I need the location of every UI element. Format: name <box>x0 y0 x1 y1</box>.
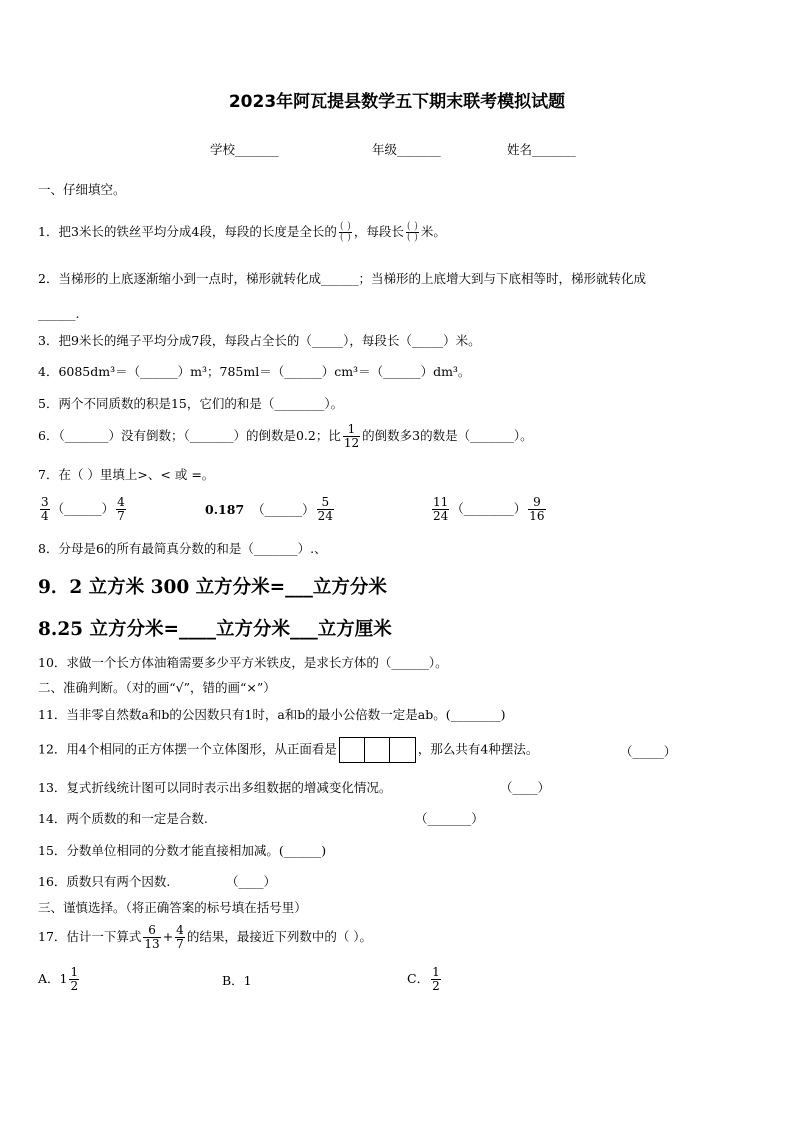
question-11: 11．当非零自然数a和b的公因数只有1时，a和b的最小公倍数一定是ab。(________) <box>38 707 506 722</box>
question-1-part-b: ，每段长 <box>353 224 404 239</box>
pair-2-blank: （______） <box>252 501 315 517</box>
question-1-fraction-2: $\frac{( )}{( )}$ <box>406 221 418 243</box>
section-heading-1: 一、仔细填空。 <box>38 182 126 197</box>
question-7-pair-3 <box>430 496 548 523</box>
page-title: 2023年阿瓦提县数学五下期末联考模拟试题 <box>228 92 566 112</box>
question-9-line-2: 8.25 立方分米=____立方分米___立方厘米 <box>38 619 392 640</box>
question-1-fraction: $\frac{( )}{( )}$ <box>339 221 351 243</box>
name-field: 姓名_______ <box>507 142 576 157</box>
question-12-part-b: ，那么共有4种摆法。 <box>417 741 539 757</box>
school-field: 学校_______ <box>210 142 279 157</box>
question-4: 4．6085dm³＝（______）m³；785ml＝（______）cm³＝（______）dm³。 <box>38 364 471 379</box>
question-1-part-c: 米。 <box>420 224 446 239</box>
pair-1-left-fraction: $\frac{3}{4}$ <box>41 495 49 523</box>
grade-field: 年级_______ <box>372 142 441 157</box>
question-5: 5．两个不同质数的积是15，它们的和是（________）。 <box>38 396 344 411</box>
question-14: 14．两个质数的和一定是合数. <box>38 811 208 826</box>
question-10: 10．求做一个长方体油箱需要多少平方米铁皮，是求长方体的（______）。 <box>38 655 448 670</box>
question-16-blank: （____） <box>226 874 277 889</box>
question-7-pair-1 <box>38 496 128 523</box>
question-15: 15．分数单位相同的分数才能直接相加减。(______) <box>38 843 327 858</box>
question-8: 8．分母是6的所有最简真分数的和是（_______）.、 <box>38 541 327 556</box>
question-17 <box>38 924 372 951</box>
question-9-line-1: 9．2 立方米 300 立方分米=___立方分米 <box>38 577 387 598</box>
question-17-part-a: 17．估计一下算式 <box>38 929 142 944</box>
question-17-fraction-2: $\frac{4}{7}$ <box>176 923 184 951</box>
question-14-blank: （_______） <box>415 811 484 826</box>
question-6-fraction: $\frac{1}{12}$ <box>343 422 360 450</box>
pair-3-left-fraction: $\frac{11}{24}$ <box>433 495 449 523</box>
question-6-part-a: 6．（_______）没有倒数；（_______）的倒数是0.2；比 <box>38 428 341 443</box>
question-16: 16．质数只有两个因数. <box>38 874 171 889</box>
question-12 <box>38 737 538 763</box>
question-1 <box>38 222 446 243</box>
option-c-label: C． <box>407 971 430 986</box>
pair-1-blank: （______） <box>51 501 115 516</box>
question-2-line-1: 2．当梯形的上底逐渐缩小到一点时，梯形就转化成______；当梯形的上底增大到与下底相等时，梯形就转化成 <box>38 271 646 286</box>
section-heading-3: 三、谨慎选择。（将正确答案的标号填在括号里） <box>38 900 307 915</box>
option-c <box>407 966 443 993</box>
question-17-part-b: 的结果，最接近下列数中的（ ）。 <box>186 929 373 944</box>
question-13: 13．复式折线统计图可以同时表示出多组数据的增减变化情况。 <box>38 780 392 795</box>
pair-2-right-fraction: $\frac{5}{24}$ <box>317 495 333 523</box>
front-view-squares <box>339 737 416 763</box>
question-3: 3．把9米长的绳子平均分成7段，每段占全长的（_____），每段长（_____）米。 <box>38 333 481 348</box>
question-2-line-2: ______. <box>38 306 80 321</box>
option-a-label: A．1 <box>38 971 68 986</box>
question-1-part-a: 1．把3米长的铁丝平均分成4段，每段的长度是全长的 <box>38 224 337 239</box>
option-a-fraction: $\frac{1}{2}$ <box>70 965 79 993</box>
option-b: B．1 <box>222 973 252 988</box>
pair-3-blank: （________） <box>451 501 527 516</box>
question-7-pair-2 <box>205 496 336 523</box>
question-17-fraction-1: $\frac{6}{13}$ <box>144 923 160 951</box>
question-6 <box>38 423 533 450</box>
question-12-blank: （_____） <box>620 744 677 759</box>
option-a <box>38 966 81 993</box>
option-c-fraction: $\frac{1}{2}$ <box>432 965 440 993</box>
pair-3-right-fraction: $\frac{9}{16}$ <box>529 495 545 523</box>
question-7-stem: 7．在（ ）里填上>、< 或 =。 <box>38 467 215 482</box>
question-6-part-b: 的倒数多3的数是（_______）。 <box>362 428 533 443</box>
question-12-part-a: 12．用4个相同的正方体摆一个立体图形，从正面看是 <box>38 741 337 757</box>
section-heading-2: 二、准确判断。（对的画“√”，错的画“×”） <box>38 680 276 695</box>
pair-1-right-fraction: $\frac{4}{7}$ <box>117 495 125 523</box>
question-13-blank: （____） <box>500 780 551 795</box>
pair-2-left-value: 0.187 <box>205 501 245 517</box>
question-17-plus: + <box>162 929 174 944</box>
